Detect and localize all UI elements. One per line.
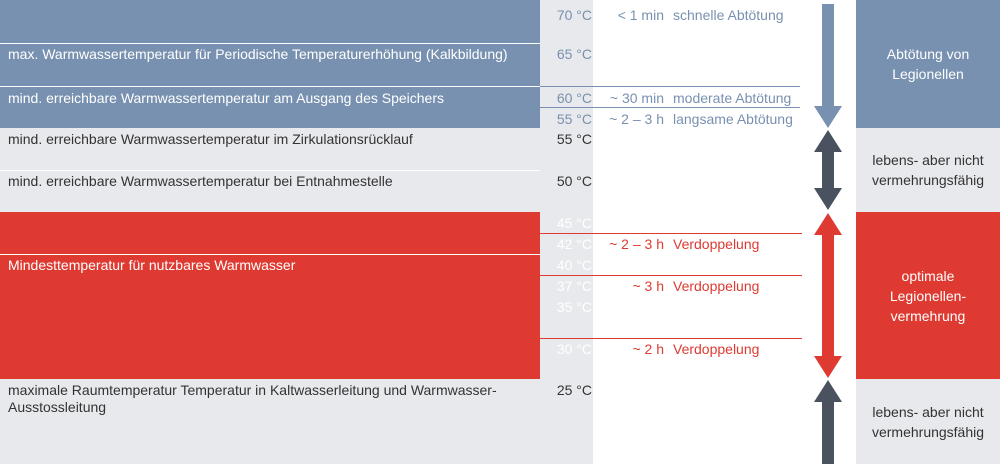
arrow-down-blue xyxy=(814,4,842,128)
temp-value: 30 °C xyxy=(556,341,592,357)
temp-value: 42 °C xyxy=(556,236,592,252)
zone-survive-upper: lebens- aber nicht vermehrungsfähig xyxy=(856,128,1000,212)
duration-label: ~ 30 min xyxy=(609,90,664,106)
temp-value: 40 °C xyxy=(556,257,592,273)
duration-label: ~ 2 h xyxy=(632,341,664,357)
divider xyxy=(0,43,540,44)
zone-kill: Abtötung von Legionellen xyxy=(856,0,1000,128)
temp-value: 35 °C xyxy=(556,299,592,315)
arrow-double-red xyxy=(814,213,842,378)
divider xyxy=(0,254,540,255)
effect-label: moderate Abtötung xyxy=(673,90,792,106)
duration-label: ~ 2 – 3 h xyxy=(609,111,664,127)
temp-value: 25 °C xyxy=(556,382,592,398)
band-growth-zone xyxy=(0,212,540,379)
effect-label: Verdoppelung xyxy=(673,236,760,252)
band-kill-zone xyxy=(0,0,540,128)
duration-label: < 1 min xyxy=(617,7,664,23)
effect-label: Verdoppelung xyxy=(673,278,760,294)
temp-value: 70 °C xyxy=(556,7,592,23)
divider xyxy=(540,86,800,87)
divider xyxy=(540,275,802,276)
temp-value: 50 °C xyxy=(556,173,592,189)
divider xyxy=(540,107,800,108)
row-description: mind. erreichbare Warmwassertemperatur bei Entnahmestelle xyxy=(8,173,393,189)
divider xyxy=(540,338,802,339)
effect-label: Verdoppelung xyxy=(673,341,760,357)
range-arrows xyxy=(808,0,848,464)
zone-survive-lower: lebens- aber nicht vermehrungsfähig xyxy=(856,379,1000,464)
divider xyxy=(0,86,540,87)
temp-value: 45 °C xyxy=(556,215,592,231)
effect-label: schnelle Abtötung xyxy=(673,7,784,23)
row-description: Mindesttemperatur für nutzbares Warmwasser xyxy=(8,257,296,273)
divider xyxy=(0,170,540,171)
effect-label: langsame Abtötung xyxy=(673,111,793,127)
arrow-double-dark xyxy=(814,130,842,210)
temp-value: 65 °C xyxy=(556,46,592,62)
temp-value: 55 °C xyxy=(556,131,592,147)
row-description: mind. erreichbare Warmwassertemperatur am Ausgang des Speichers xyxy=(8,90,445,106)
arrow-up-dark xyxy=(814,380,842,464)
divider xyxy=(540,233,802,234)
row-description: max. Warmwassertemperatur für Periodische Temperaturerhöhung (Kalkbildung) xyxy=(8,46,508,62)
row-description: mind. erreichbare Warmwassertemperatur im Zirkulationsrücklauf xyxy=(8,131,413,147)
temp-value: 55 °C xyxy=(556,111,592,127)
temp-value: 37 °C xyxy=(556,278,592,294)
duration-label: ~ 2 – 3 h xyxy=(609,236,664,252)
temp-value: 60 °C xyxy=(556,90,592,106)
zone-growth: optimale Legionellen-vermehrung xyxy=(856,212,1000,379)
duration-label: ~ 3 h xyxy=(632,278,664,294)
row-description: maximale Raumtemperatur Temperatur in Kaltwasserleitung und Warmwasser-Ausstossleitung xyxy=(8,382,497,415)
